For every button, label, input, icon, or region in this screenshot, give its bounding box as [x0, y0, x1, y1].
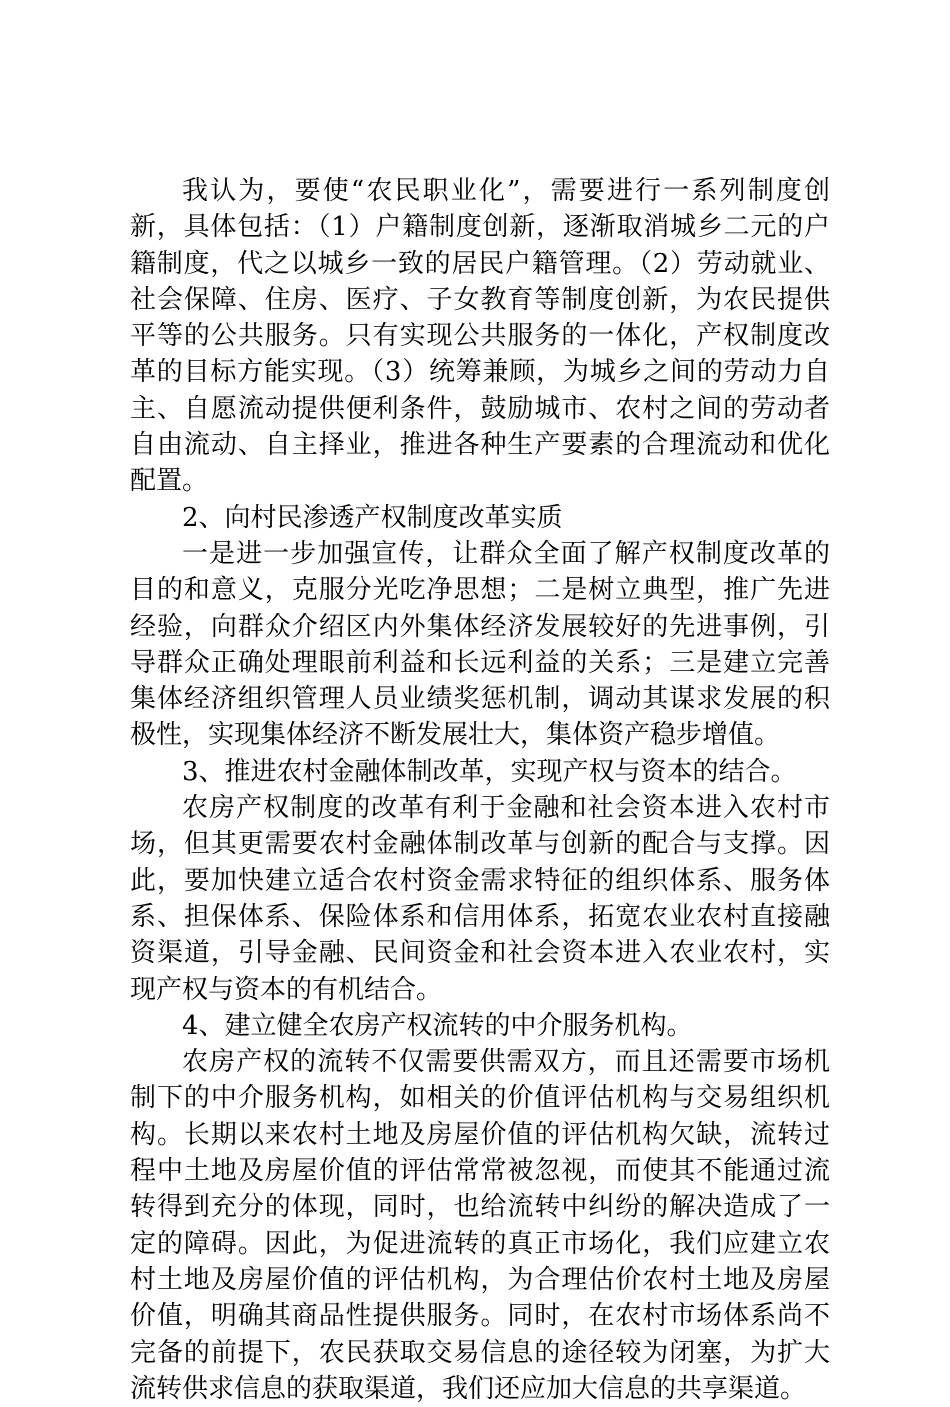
paragraph-finance-reform: 农房产权制度的改革有利于金融和社会资本进入农村市场，但其更需要农村金融体制改革与创新的配合与支撑。因此，要加快建立适合农村资金需求特征的组织体系、服务体系、担保体系、保险体系和信用体系，拓宽农业农村直接融资渠道，引导金融、民间资金和社会资本进入农业农村，实现产权与资本的有机结合。 — [130, 793, 830, 1005]
section-heading-3: 3、推进农村金融体制改革，实现产权与资本的结合。 — [182, 756, 797, 787]
document-body — [130, 173, 830, 1407]
paragraph-intermediary-services: 农房产权的流转不仅需要供需双方，而且还需要市场机制下的中介服务机构，如相关的价值评估机构与交易组织机构。长期以来农村土地及房屋价值的评估机构欠缺，流转过程中土地及房屋价值的评估常常被忽视，而使其不能通过流转得到充分的体现，同时，也给流转中纠纷的解决造成了一定的障碍。因此，为促进流转的真正市场化，我们应建立农村土地及房屋价值的评估机构，为合理估价农村土地及房屋价值，明确其商品性提供服务。同时，在农村市场体系尚不完备的前提下，农民获取交易信息的途径较为闭塞，为扩大流转供求信息的获取渠道，我们还应加大信息的共享渠道。 — [130, 1047, 830, 1404]
section-heading-2: 2、向村民渗透产权制度改革实质 — [182, 502, 563, 533]
section-heading-4: 4、建立健全农房产权流转的中介服务机构。 — [182, 1010, 693, 1041]
paragraph-system-innovation: 我认为，要使“农民职业化”，需要进行一系列制度创新，具体包括：（1）户籍制度创新，逐渐取消城乡二元的户籍制度，代之以城乡一致的居民户籍管理。（2）劳动就业、社会保障、住房、医疗、子女教育等制度创新，为农民提供平等的公共服务。只有实现公共服务的一体化，产权制度改革的目标方能实现。（3）统筹兼顾，为城乡之间的劳动力自主、自愿流动提供便利条件，鼓励城市、农村之间的劳动者自由流动、自主择业，推进各种生产要素的合理流动和优化配置。 — [130, 176, 830, 497]
paragraph-publicity: 一是进一步加强宣传，让群众全面了解产权制度改革的目的和意义，克服分光吃净思想；二是树立典型，推广先进经验，向群众介绍区内外集体经济发展较好的先进事例，引导群众正确处理眼前利益和长远利益的关系；三是建立完善集体经济组织管理人员业绩奖惩机制，调动其谋求发展的积极性，实现集体经济不断发展壮大，集体资产稳步增值。 — [130, 538, 830, 751]
